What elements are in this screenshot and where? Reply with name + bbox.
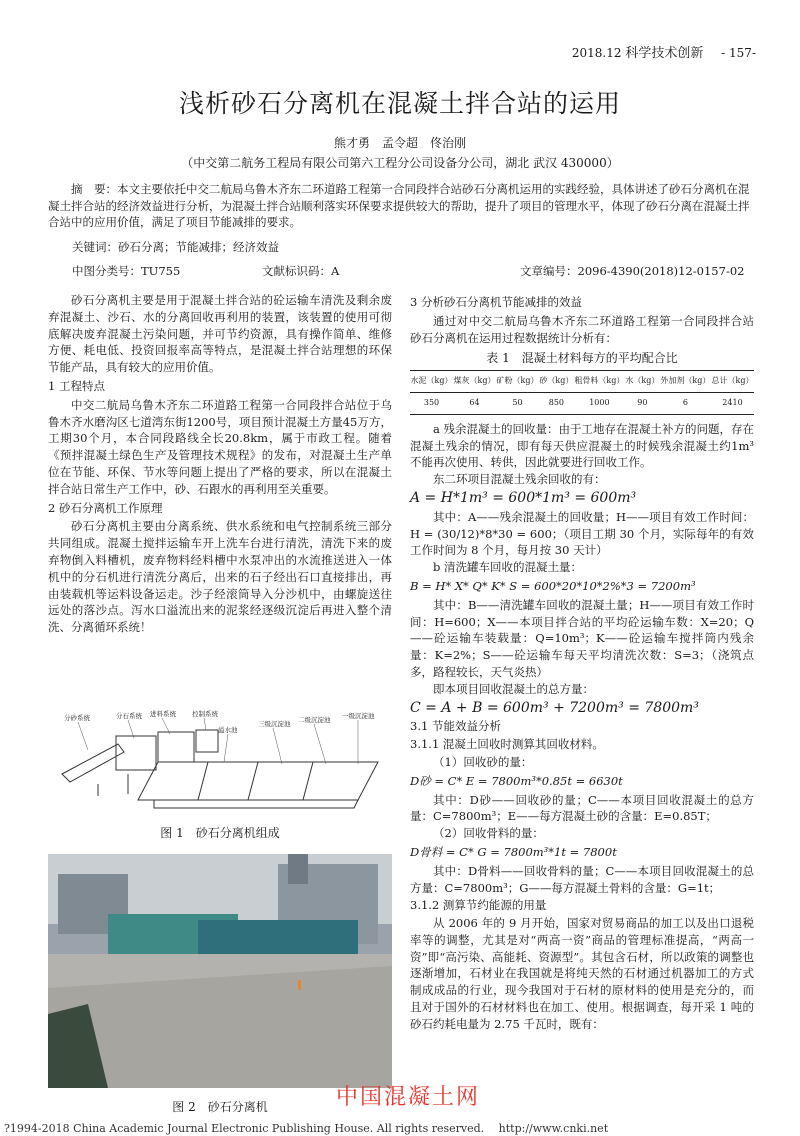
aggregate-recovery-heading: （2）回收骨料的量：	[433, 826, 544, 841]
mix-ratio-table	[410, 370, 754, 415]
authors: 熊才勇 孟令超 佟治刚	[333, 136, 466, 150]
right-column	[410, 292, 754, 1033]
section-heading-3: 3 分析砂石分离机节能减排的效益	[410, 295, 582, 309]
table-cell: 6	[682, 397, 688, 407]
fig1-label-tank2: 二级沉淀池	[298, 716, 331, 724]
fig1-label-tank1: 一级沉淀池	[342, 712, 375, 720]
fig1-label-overflow: 溢水池	[218, 726, 238, 734]
section-3-paragraph: 通过对中交二航局乌鲁木齐东二环道路工程第一合同段拌合站砂石分离机在运用过程数据统计分析有：	[410, 313, 754, 345]
running-header	[572, 42, 756, 61]
table-row	[410, 392, 754, 414]
table-cell: 350	[423, 397, 440, 407]
equation-3: C = A + B = 600m³ + 7200m³ = 7800m³	[410, 699, 699, 716]
figure-2-caption: 图 2 砂石分离机	[172, 1100, 268, 1114]
table-header: 水（kg）	[625, 376, 660, 386]
article-number: 文章编号：2096-4390(2018)12-0157-02	[520, 264, 745, 278]
page-number: - 157-	[721, 46, 756, 60]
equation-4: D砂 = C* E = 7800m³*0.85t = 6630t	[410, 773, 623, 788]
clc-number: 中图分类号：TU755	[72, 264, 181, 278]
table-cell: 50	[512, 397, 523, 407]
equation-4-note: 其中：D砂——回收砂的量；C——本项目回收混凝土的总方量：C=7800m³；E——每方混凝土砂的含量：E=0.85T；	[410, 792, 754, 824]
subsection-3-1-2: 3.1.2 测算节约能源的用量	[410, 898, 547, 913]
item-b-heading: b 清洗罐车回收的混凝土量：	[433, 560, 583, 575]
table-cell: 64	[469, 397, 480, 407]
affiliation: （中交第二航务工程局有限公司第六工程分公司设备分公司，湖北 武汉 430000）	[181, 156, 619, 170]
site-watermark: 中国混凝土网	[336, 1085, 481, 1110]
item-a-continuation: 东二环项目混凝土残余回收的有：	[433, 472, 606, 487]
table-header: 矿粉（kg）	[496, 376, 539, 386]
keywords: 关键词：砂石分离；节能减排；经济效益	[72, 240, 279, 254]
figure-1-diagram	[58, 704, 382, 814]
left-column	[48, 292, 392, 636]
subsection-3-1: 3.1 节能效益分析	[410, 719, 501, 734]
subsection-3-1-1: 3.1.1 混凝土回收时测算其回收材料。	[410, 737, 604, 752]
energy-paragraph: 从 2006 年的 9 月开始，国家对贸易商品的加工以及出口退税率等的调整，尤其是对“两高一资”商品的管理标准提高，“两高一资”即“高污染、高能耗、资源型”。其包含石材，所以政策的调整也逐渐增加，石材业在我国就是将纯天然的石材通过机器加工的方式制成成品的行业，现今我国对于石材的原材料的使用是充分的，而且对于国外的石材材料也在加工、使用。根据调查，每开采 1 吨的砂石约耗电量为 2.75 千瓦时，既有：	[410, 916, 754, 1031]
table-header: 外加剂（kg）	[660, 376, 711, 386]
document-code: 文献标识码：A	[262, 264, 340, 278]
section-2-paragraph: 砂石分离机主要由分离系统、供水系统和电气控制系统三部分共同组成。混凝土搅拌运输车开上洗车台进行清洗，清洗下来的废弃物倒入料槽机，废弃物料经料槽中水泵冲出的水流推送进入一体机中的分石机进行清洗分离后，出来的石子经出石口直接排出，再由装载机等运料设备运走。沙子经滚筒导入分沙机中，由螺旋送往远处的落沙点。泻水口溢流出来的泥浆经逐级沉淀后再进入整个清洗、分离循环系统！	[48, 519, 392, 635]
intro-paragraph: 砂石分离机主要是用于混凝土拌合站的砼运输车清洗及剩余废弃混凝土、沙石、水的分离回收再利用的装置，该装置的使用可彻底解决废弃混凝土污染问题，并可节约资源，具有操作简单、维修方便、耗电低、投资回报率高等特点，是混凝土拌合站理想的环保节能产品，具有较大的应用价值。	[48, 293, 392, 375]
total-statement: 即本项目回收混凝土的总方量：	[433, 681, 594, 696]
figure-1-caption: 图 1 砂石分离机组成	[160, 826, 280, 840]
table-cell: 90	[637, 397, 648, 407]
fig1-label-feed: 进料系统	[150, 710, 176, 718]
table-header: 煤灰（kg）	[453, 376, 496, 386]
equation-5: D骨料 = C* G = 7800m³*1t = 7800t	[410, 844, 617, 859]
paper-title: 浅析砂石分离机在混凝土拌合站的运用	[178, 89, 621, 118]
table-cell: 2410	[722, 397, 743, 407]
equation-2-note: 其中：B——清洗罐车回收的混凝土量；H——项目有效工作时间：H=600；X——本项目拌合站的平均砼运输车数：X=20；Q——砼运输车装载量：Q=10m³；K——砼运输车搅拌筒内残余量：K=2%；S——砼运输车每天平均清洗次数：S=3；（浇筑点多，路程较长，天气炎热）	[410, 597, 754, 679]
table-cell: 1000	[589, 397, 610, 407]
fig1-label-sand: 分砂系统	[64, 714, 90, 722]
table-header: 砂（kg）	[539, 376, 574, 386]
equation-2: B = H* X* Q* K* S = 600*20*10*2%*3 = 7200m³	[410, 578, 696, 593]
table-header: 粗骨料（kg）	[574, 376, 625, 386]
figure-2-photo	[48, 854, 392, 1088]
section-heading-2: 2 砂石分离机工作原理	[48, 500, 163, 515]
table-1-caption: 表 1 混凝土材料每方的平均配合比	[486, 351, 678, 366]
abstract: 摘 要：本文主要依托中交二航局乌鲁木齐东二环道路工程第一合同段拌合站砂石分离机运用的实践经验，具体讲述了砂石分离机在混凝土拌合站的经济效益进行分析，为混凝土拌合站顺利落实环保要求提供较大的帮助，提升了项目的管理水平，体现了砂石分离在混凝土拌合站中的应用价值，满足了项目节能减排的要求。	[48, 182, 750, 229]
section-1-paragraph: 中交二航局乌鲁木齐东二环道路工程第一合同段拌合站位于乌鲁木齐水磨沟区七道湾东街1200号，项目预计混凝土方量45万方，工期30个月，本合同段路线全长20.8km，属于市政工程。随着《预拌混凝土绿色生产及管理技术规程》的发布，对混凝土生产单位在节能、环保、节水等问题上提出了严格的要求，所以在混凝土拌合站日常生产工作中，砂、石跟水的再利用至关重要。	[48, 397, 392, 496]
equation-1-note: 其中：A——残余混凝土的回收量；H——项目有效工作时间：H = (30/12)*8*30 = 600；（项目工期 30 个月，实际每年的有效工作时间为 8 个月，每月按 30 天计）	[410, 509, 754, 558]
section-heading-1: 1 工程特点	[48, 378, 105, 393]
table-header: 水泥（kg）	[410, 376, 453, 386]
fig1-label-tank3: 三级沉淀池	[258, 720, 291, 728]
fig1-label-stone: 分石系统	[116, 712, 142, 720]
table-header: 总计（kg）	[711, 376, 754, 386]
copyright-footer: ?1994-2018 China Academic Journal Electronic Publishing House. All rights reserved. http://www.cnki.net	[4, 1122, 609, 1135]
equation-1: A = H*1m³ = 600*1m³ = 600m³	[410, 489, 637, 506]
item-a-paragraph: a 残余混凝土的回收量：由于工地存在混凝土补方的问题，存在混凝土残余的情况，即有每天供应混凝土的时候残余混凝土约1m³不能再次使用、转供，因此就要进行回收工作。	[410, 421, 755, 470]
fig1-label-control: 控制系统	[192, 710, 218, 718]
table-cell: 850	[548, 397, 565, 407]
issue-date: 2018.12	[571, 46, 622, 60]
sand-recovery-heading: （1）回收砂的量：	[433, 754, 533, 769]
equation-5-note: 其中：D骨料——回收骨料的量；C——本项目回收混凝土的总方量：C=7800m³；G——每方混凝土骨料的含量：G=1t；	[410, 863, 754, 895]
journal-name: 科学技术创新	[625, 46, 704, 61]
